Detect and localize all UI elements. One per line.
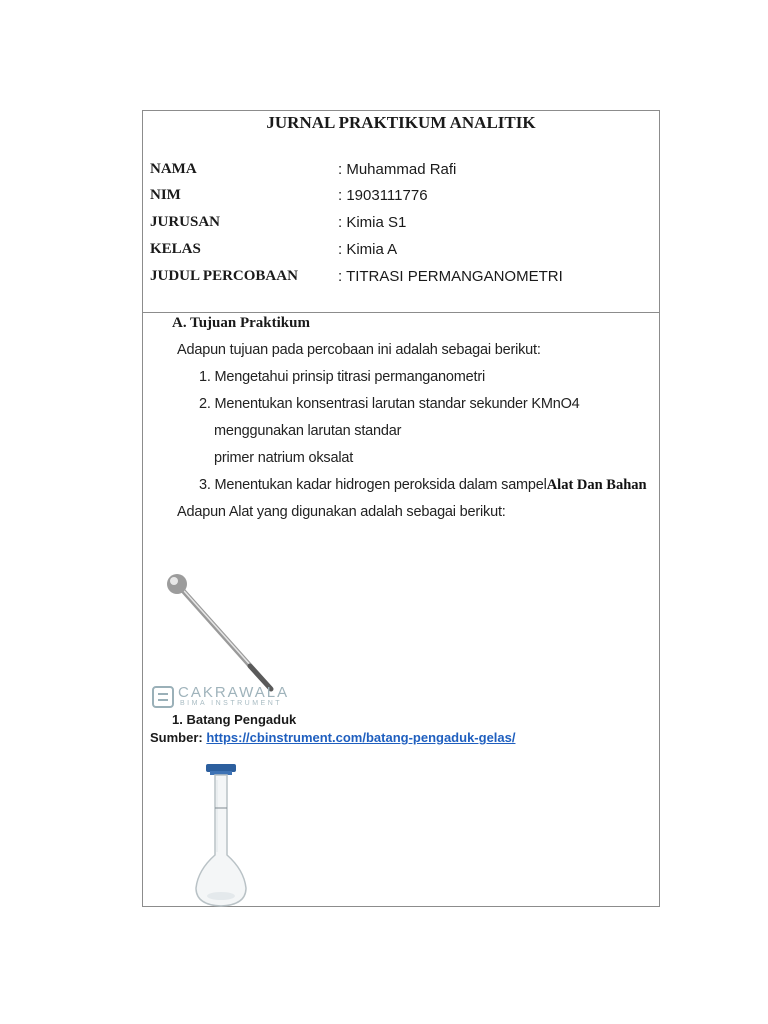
tool-1-source <box>150 730 515 745</box>
value-nim: : 1903111776 <box>338 187 428 204</box>
objective-item-2-cont-1: menggunakan larutan standar <box>214 423 402 439</box>
label-judul-percobaan: JUDUL PERCOBAAN <box>150 268 298 284</box>
section-b-intro: Adapun Alat yang digunakan adalah sebagai berikut: <box>177 504 506 520</box>
value-judul-percobaan: : TITRASI PERMANGANOMETRI <box>338 268 563 285</box>
value-jurusan: : Kimia S1 <box>338 214 407 231</box>
tool-1-caption: 1. Batang Pengaduk <box>172 712 297 727</box>
volumetric-flask-image <box>180 760 290 910</box>
value-kelas: : Kimia A <box>338 241 398 258</box>
alat-dan-bahan-heading: Alat Dan Bahan <box>546 477 647 493</box>
objective-item-3 <box>199 477 647 494</box>
label-nama: NAMA <box>150 161 197 177</box>
document-title: JURNAL PRAKTIKUM ANALITIK <box>266 113 536 132</box>
watermark-text: CAKRAWALA <box>178 684 290 701</box>
source-link[interactable]: https://cbinstrument.com/batang-pengaduk-gelas/ <box>206 730 516 745</box>
watermark-subtext: BIMA INSTRUMENT <box>180 700 283 707</box>
objective-item-1: 1. Mengetahui prinsip titrasi permanganometri <box>199 369 485 385</box>
objective-item-2: 2. Menentukan konsentrasi larutan standar sekunder KMnO4 <box>199 396 580 412</box>
value-nama: : Muhammad Rafi <box>338 161 457 178</box>
label-nim: NIM <box>150 187 181 203</box>
objective-item-3-text: 3. Menentukan kadar hidrogen peroksida dalam sampel <box>199 477 547 493</box>
header-divider <box>142 312 660 313</box>
label-kelas: KELAS <box>150 241 201 257</box>
section-a-intro: Adapun tujuan pada percobaan ini adalah sebagai berikut: <box>177 342 541 358</box>
source-label: Sumber: <box>150 730 207 745</box>
watermark-icon <box>152 686 174 708</box>
label-jurusan: JURUSAN <box>150 214 221 230</box>
objective-item-2-cont-2: primer natrium oksalat <box>214 450 354 466</box>
section-a-heading: A. Tujuan Praktikum <box>172 315 310 331</box>
watermark-logo <box>152 684 292 710</box>
